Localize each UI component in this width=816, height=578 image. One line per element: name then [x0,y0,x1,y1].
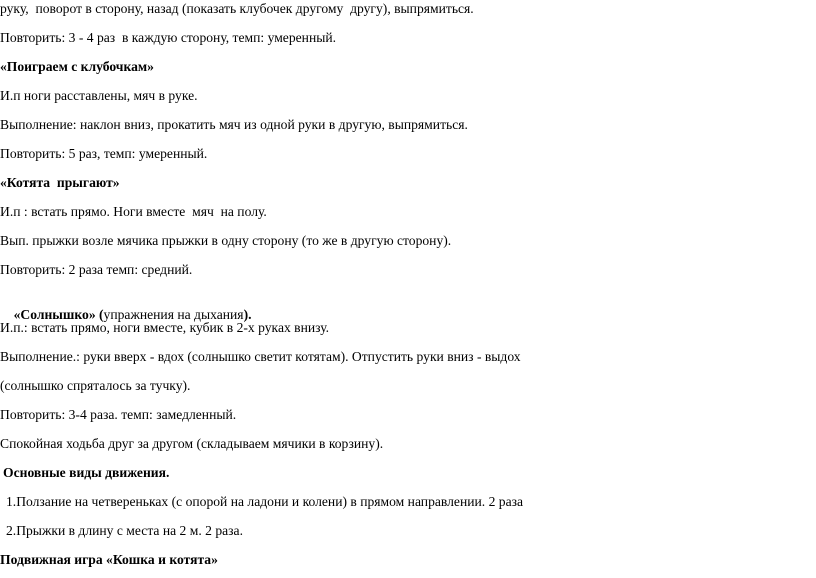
text-line: Повторить: 5 раз, темп: умеренный. [0,146,208,161]
heading-title: «Солнышко» ( [13,307,104,322]
list-item: 2.Прыжки в длину с места на 2 м. 2 раза. [6,523,243,538]
text-line: И.п ноги расставлены, мяч в руке. [0,88,198,103]
text-line: (солнышко спряталось за тучку). [0,378,191,393]
section-heading: «Котята прыгают» [0,175,120,190]
text-line: Выполнение: наклон вниз, прокатить мяч из одной руки в другую, выпрямиться. [0,117,468,132]
text-line: Повторить: 3 - 4 раз в каждую сторону, темп: умеренный. [0,30,337,45]
text-line: Выполнение.: руки вверх - вдох (солнышко светит котятам). Отпустить руки вниз - выдох [0,349,521,364]
section-heading: Основные виды движения. [3,465,170,480]
text-line: Повторить: 3-4 раза. темп: замедленный. [0,407,237,422]
heading-subtitle: упражнения на дыхания [103,307,244,322]
heading-close: ). [243,307,252,322]
list-item: 1.Ползание на четвереньках (с опорой на ладони и колени) в прямом направлении. 2 раза [6,494,524,509]
text-line: Повторить: 2 раза темп: средний. [0,262,193,277]
text-line: Спокойная ходьба друг за другом (складываем мячики в корзину). [0,436,384,451]
text-line: руку, поворот в сторону, назад (показать клубочек другому другу), выпрямиться. [0,1,474,16]
text-line: И.п.: встать прямо, ноги вместе, кубик в 2-х руках внизу. [0,320,330,335]
text-line: И.п : встать прямо. Ноги вместе мяч на полу. [0,204,267,219]
section-heading: «Поиграем с клубочкам» [0,59,154,74]
text-line: Вып. прыжки возле мячика прыжки в одну сторону (то же в другую сторону). [0,233,452,248]
section-heading: Подвижная игра «Кошка и котята» [0,552,218,567]
